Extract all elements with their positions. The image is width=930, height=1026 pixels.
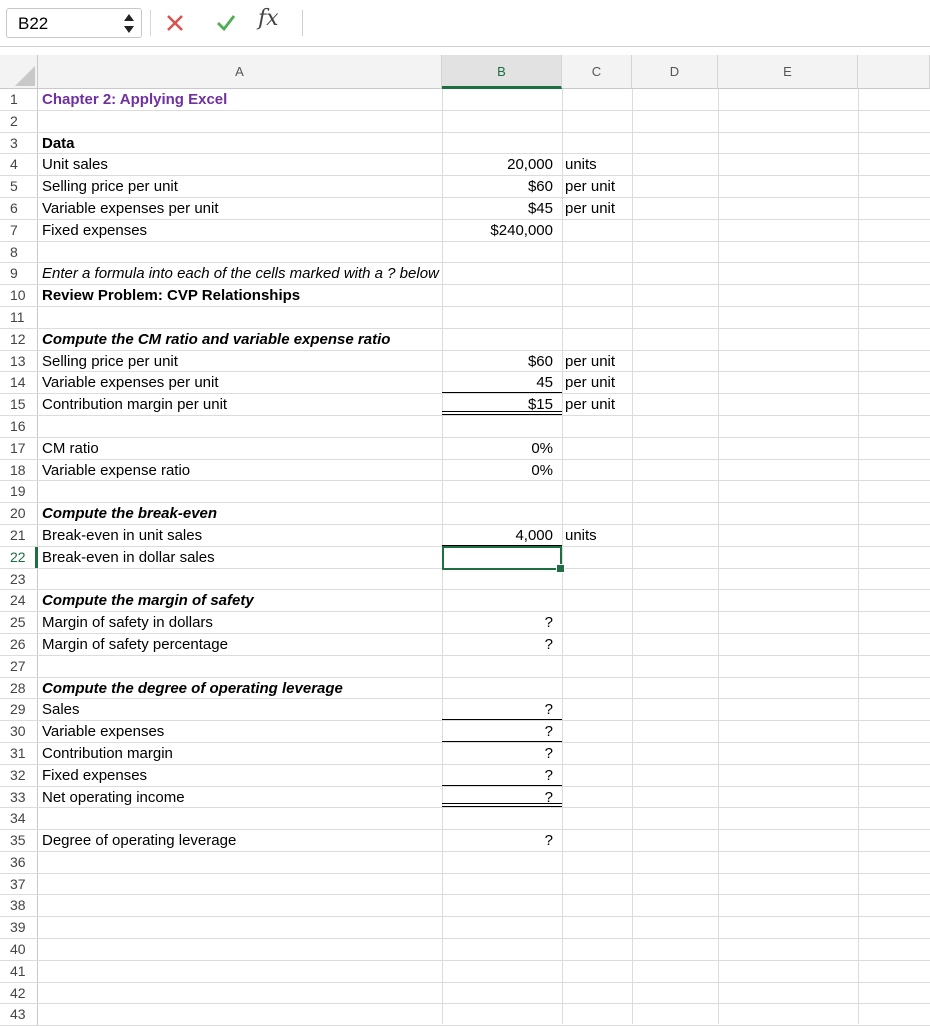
cell-c21[interactable]: units — [565, 526, 597, 544]
row-header[interactable]: 4 — [0, 154, 38, 175]
row-header[interactable]: 9 — [0, 263, 38, 284]
name-box-stepper-icon[interactable] — [121, 11, 137, 37]
select-all-button[interactable] — [0, 55, 38, 89]
cell-b18[interactable]: 0% — [531, 461, 553, 479]
table-row — [0, 438, 930, 460]
row-header[interactable]: 29 — [0, 699, 38, 720]
table-row — [0, 895, 930, 917]
cell-b37[interactable] — [442, 874, 562, 895]
cell-c37[interactable] — [562, 874, 632, 895]
table-row — [0, 394, 930, 416]
cell-c27[interactable] — [562, 656, 632, 677]
cell-a36[interactable] — [38, 852, 442, 873]
cell-b19[interactable] — [442, 481, 562, 502]
table-row — [0, 721, 930, 743]
cell-b23[interactable] — [442, 569, 562, 590]
formula-bar — [0, 0, 930, 47]
cell-b10[interactable] — [442, 285, 562, 306]
insert-function-button[interactable]: fx — [258, 6, 279, 31]
cell-c2[interactable] — [562, 111, 632, 132]
cell-b34[interactable] — [442, 808, 562, 829]
table-row — [0, 634, 930, 656]
cell-a21[interactable]: Break-even in unit sales — [42, 526, 203, 544]
row-header[interactable]: 25 — [0, 612, 38, 633]
cell-a8[interactable] — [38, 242, 442, 263]
table-row — [0, 787, 930, 809]
cell-c9[interactable] — [562, 263, 632, 284]
row-header[interactable]: 35 — [0, 830, 38, 851]
cell-a16[interactable] — [38, 416, 442, 437]
column-header-a[interactable]: A — [38, 55, 442, 89]
cell-a34[interactable] — [38, 808, 442, 829]
cell-c26[interactable] — [562, 634, 632, 655]
column-header-b[interactable]: B — [442, 55, 562, 89]
table-row — [0, 547, 930, 569]
cell-a6[interactable]: Variable expenses per unit — [42, 199, 219, 217]
cell-b40[interactable] — [442, 939, 562, 960]
cell-c32[interactable] — [562, 765, 632, 786]
row-header[interactable]: 31 — [0, 743, 38, 764]
cell-c29[interactable] — [562, 699, 632, 720]
table-row — [0, 590, 930, 612]
cell-b17[interactable]: 0% — [531, 439, 553, 457]
row-header[interactable]: 7 — [0, 220, 38, 241]
cell-c5[interactable]: per unit — [565, 178, 616, 196]
cell-b27[interactable] — [442, 656, 562, 677]
cell-a23[interactable] — [38, 569, 442, 590]
cell-c8[interactable] — [562, 242, 632, 263]
cell-c12[interactable] — [562, 329, 632, 350]
table-row — [0, 242, 930, 264]
row-header[interactable]: 39 — [0, 917, 38, 938]
row-header[interactable]: 24 — [0, 590, 38, 611]
cell-a20[interactable]: Compute the break-even — [42, 505, 218, 523]
cell-c20[interactable] — [562, 503, 632, 524]
cell-c11[interactable] — [562, 307, 632, 328]
row-header[interactable]: 10 — [0, 285, 38, 306]
cell-a12[interactable]: Compute the CM ratio and variable expense ratio — [42, 330, 391, 348]
cancel-button[interactable] — [160, 8, 190, 38]
rows-container — [0, 89, 930, 1026]
cell-b29[interactable]: ? — [442, 699, 562, 720]
table-row — [0, 460, 930, 482]
cell-a11[interactable] — [38, 307, 442, 328]
row-header[interactable]: 38 — [0, 895, 38, 916]
table-row — [0, 830, 930, 852]
cell-a2[interactable] — [38, 111, 442, 132]
cell-b28[interactable] — [442, 678, 562, 699]
cell-b43[interactable] — [442, 1004, 562, 1025]
cell-a5[interactable]: Selling price per unit — [42, 178, 178, 196]
cell-a19[interactable] — [38, 481, 442, 502]
divider — [302, 10, 303, 36]
cell-b4[interactable]: 20,000 — [507, 156, 553, 174]
row-header[interactable]: 19 — [0, 481, 38, 502]
row-header[interactable]: 12 — [0, 329, 38, 350]
cell-b7[interactable]: $240,000 — [490, 221, 553, 239]
row-header[interactable]: 37 — [0, 874, 38, 895]
row-header[interactable]: 26 — [0, 634, 38, 655]
table-row — [0, 481, 930, 503]
cell-c7[interactable] — [562, 220, 632, 241]
row-header[interactable]: 8 — [0, 242, 38, 263]
cell-c41[interactable] — [562, 961, 632, 982]
table-row — [0, 743, 930, 765]
table-row — [0, 351, 930, 373]
cell-c40[interactable] — [562, 939, 632, 960]
cell-c4[interactable]: units — [565, 156, 597, 174]
column-header-f[interactable] — [858, 55, 930, 89]
column-header-c[interactable]: C — [562, 55, 632, 89]
table-row — [0, 220, 930, 242]
cell-b36[interactable] — [442, 852, 562, 873]
cell-b30[interactable]: ? — [442, 721, 562, 742]
cell-c15[interactable]: per unit — [565, 396, 616, 414]
cell-c14[interactable]: per unit — [565, 374, 616, 392]
cell-a10[interactable]: Review Problem: CVP Relationships — [42, 287, 301, 305]
row-header[interactable]: 1 — [0, 89, 38, 110]
cell-a37[interactable] — [38, 874, 442, 895]
cell-b16[interactable] — [442, 416, 562, 437]
table-row — [0, 917, 930, 939]
cell-b5[interactable]: $60 — [527, 178, 553, 196]
cell-b20[interactable] — [442, 503, 562, 524]
cell-a18[interactable]: Variable expense ratio — [42, 461, 191, 479]
cell-b26[interactable]: ? — [544, 635, 553, 653]
row-header[interactable]: 13 — [0, 351, 38, 372]
cell-c36[interactable] — [562, 852, 632, 873]
cell-c38[interactable] — [562, 895, 632, 916]
table-row — [0, 699, 930, 721]
table-row — [0, 765, 930, 787]
table-row — [0, 111, 930, 133]
cell-a43[interactable] — [38, 1004, 442, 1025]
cell-a31[interactable]: Contribution margin — [42, 744, 173, 762]
cell-c22[interactable] — [562, 547, 632, 568]
cell-a40[interactable] — [38, 939, 442, 960]
cell-b24[interactable] — [442, 590, 562, 611]
row-header[interactable]: 2 — [0, 111, 38, 132]
cell-b33[interactable]: ? — [442, 787, 562, 808]
cell-b14[interactable]: 45 — [442, 372, 562, 393]
cell-a38[interactable] — [38, 895, 442, 916]
row-header[interactable]: 16 — [0, 416, 38, 437]
table-row — [0, 808, 930, 830]
cell-a15[interactable]: Contribution margin per unit — [42, 396, 228, 414]
row-header[interactable]: 15 — [0, 394, 38, 415]
cell-a3[interactable]: Data — [42, 134, 75, 152]
cell-b13[interactable]: $60 — [527, 352, 553, 370]
cell-a22[interactable]: Break-even in dollar sales — [42, 548, 215, 566]
cell-b6[interactable]: $45 — [527, 199, 553, 217]
cell-b35[interactable]: ? — [544, 832, 553, 850]
cell-a41[interactable] — [38, 961, 442, 982]
cell-b2[interactable] — [442, 111, 562, 132]
cell-b41[interactable] — [442, 961, 562, 982]
name-box-value: B22 — [18, 14, 49, 33]
table-row — [0, 154, 930, 176]
cell-c6[interactable]: per unit — [565, 199, 616, 217]
row-header[interactable]: 28 — [0, 678, 38, 699]
row-header[interactable]: 42 — [0, 983, 38, 1004]
cell-b1[interactable] — [442, 89, 562, 110]
table-row — [0, 307, 930, 329]
confirm-button[interactable] — [210, 8, 242, 38]
table-row — [0, 612, 930, 634]
row-header[interactable]: 11 — [0, 307, 38, 328]
row-header[interactable]: 22 — [0, 547, 38, 568]
cell-b38[interactable] — [442, 895, 562, 916]
row-header[interactable]: 40 — [0, 939, 38, 960]
cell-a9[interactable]: Enter a formula into each of the cells marked with a ? below — [42, 265, 439, 283]
cell-b39[interactable] — [442, 917, 562, 938]
row-header[interactable]: 32 — [0, 765, 38, 786]
cell-a30[interactable]: Variable expenses — [42, 723, 165, 741]
table-row — [0, 89, 930, 111]
cell-a27[interactable] — [38, 656, 442, 677]
cell-c3[interactable] — [562, 133, 632, 154]
cell-c33[interactable] — [562, 787, 632, 808]
cell-a32[interactable]: Fixed expenses — [42, 766, 148, 784]
table-row — [0, 678, 930, 700]
cell-b11[interactable] — [442, 307, 562, 328]
cell-c39[interactable] — [562, 917, 632, 938]
cell-c19[interactable] — [562, 481, 632, 502]
cell-c24[interactable] — [562, 590, 632, 611]
table-row — [0, 416, 930, 438]
cell-c13[interactable]: per unit — [565, 352, 616, 370]
cell-b15[interactable]: $15 — [442, 394, 562, 415]
row-header[interactable]: 33 — [0, 787, 38, 808]
row-header[interactable]: 23 — [0, 569, 38, 590]
cell-c30[interactable] — [562, 721, 632, 742]
row-header[interactable]: 27 — [0, 656, 38, 677]
cell-c23[interactable] — [562, 569, 632, 590]
row-header[interactable]: 5 — [0, 176, 38, 197]
cell-a26[interactable]: Margin of safety percentage — [42, 635, 228, 653]
row-header[interactable]: 17 — [0, 438, 38, 459]
table-row — [0, 1004, 930, 1026]
cell-a28[interactable]: Compute the degree of operating leverage — [42, 679, 343, 697]
row-header[interactable]: 21 — [0, 525, 38, 546]
cell-a1[interactable]: Chapter 2: Applying Excel — [42, 91, 228, 108]
table-row — [0, 656, 930, 678]
row-header[interactable]: 6 — [0, 198, 38, 219]
cell-c1[interactable] — [562, 89, 632, 110]
cell-a14[interactable]: Variable expenses per unit — [42, 374, 219, 392]
table-row — [0, 569, 930, 591]
row-header[interactable]: 14 — [0, 372, 38, 393]
table-row — [0, 939, 930, 961]
check-icon — [215, 13, 237, 33]
row-header[interactable]: 20 — [0, 503, 38, 524]
table-row — [0, 983, 930, 1005]
table-row — [0, 874, 930, 896]
cell-b25[interactable]: ? — [544, 614, 553, 632]
row-header[interactable]: 41 — [0, 961, 38, 982]
select-all-icon — [15, 66, 35, 86]
table-row — [0, 961, 930, 983]
cell-b8[interactable] — [442, 242, 562, 263]
table-row — [0, 263, 930, 285]
cell-a35[interactable]: Degree of operating leverage — [42, 832, 237, 850]
formula-input[interactable] — [310, 8, 922, 38]
table-row — [0, 372, 930, 394]
cell-c28[interactable] — [562, 678, 632, 699]
row-header[interactable]: 34 — [0, 808, 38, 829]
cell-a42[interactable] — [38, 983, 442, 1004]
row-header[interactable]: 18 — [0, 460, 38, 481]
table-row — [0, 503, 930, 525]
row-header[interactable]: 3 — [0, 133, 38, 154]
column-header-e[interactable]: E — [718, 55, 858, 89]
cell-a17[interactable]: CM ratio — [42, 439, 99, 457]
cell-c16[interactable] — [562, 416, 632, 437]
column-header-d[interactable]: D — [632, 55, 718, 89]
spreadsheet-grid — [0, 55, 930, 1024]
cell-a29[interactable]: Sales — [42, 701, 80, 719]
cell-b9[interactable] — [442, 263, 562, 284]
cell-c34[interactable] — [562, 808, 632, 829]
table-row — [0, 198, 930, 220]
cell-c10[interactable] — [562, 285, 632, 306]
name-box[interactable] — [6, 8, 142, 38]
cell-c42[interactable] — [562, 983, 632, 1004]
active-cell-selection[interactable] — [442, 546, 562, 570]
cell-a24[interactable]: Compute the margin of safety — [42, 592, 254, 610]
table-row — [0, 852, 930, 874]
cell-b31[interactable]: ? — [544, 744, 553, 762]
table-row — [0, 525, 930, 547]
table-row — [0, 133, 930, 155]
cell-b3[interactable] — [442, 133, 562, 154]
cell-a7[interactable]: Fixed expenses — [42, 221, 148, 239]
cell-c31[interactable] — [562, 743, 632, 764]
row-header[interactable]: 43 — [0, 1004, 38, 1025]
divider — [150, 10, 151, 36]
cell-a33[interactable]: Net operating income — [42, 788, 185, 806]
row-header[interactable]: 30 — [0, 721, 38, 742]
cell-b42[interactable] — [442, 983, 562, 1004]
cell-a4[interactable]: Unit sales — [42, 156, 108, 174]
cell-b21[interactable]: 4,000 — [442, 525, 562, 546]
row-header[interactable]: 36 — [0, 852, 38, 873]
table-row — [0, 285, 930, 307]
close-icon — [165, 13, 185, 33]
cell-b32[interactable]: ? — [442, 765, 562, 786]
cell-c18[interactable] — [562, 460, 632, 481]
cell-a39[interactable] — [38, 917, 442, 938]
cell-c43[interactable] — [562, 1004, 632, 1025]
cell-b12[interactable] — [442, 329, 562, 350]
cell-c17[interactable] — [562, 438, 632, 459]
table-row — [0, 176, 930, 198]
table-row — [0, 329, 930, 351]
cell-a13[interactable]: Selling price per unit — [42, 352, 178, 370]
cell-c25[interactable] — [562, 612, 632, 633]
cell-c35[interactable] — [562, 830, 632, 851]
cell-a25[interactable]: Margin of safety in dollars — [42, 614, 213, 632]
